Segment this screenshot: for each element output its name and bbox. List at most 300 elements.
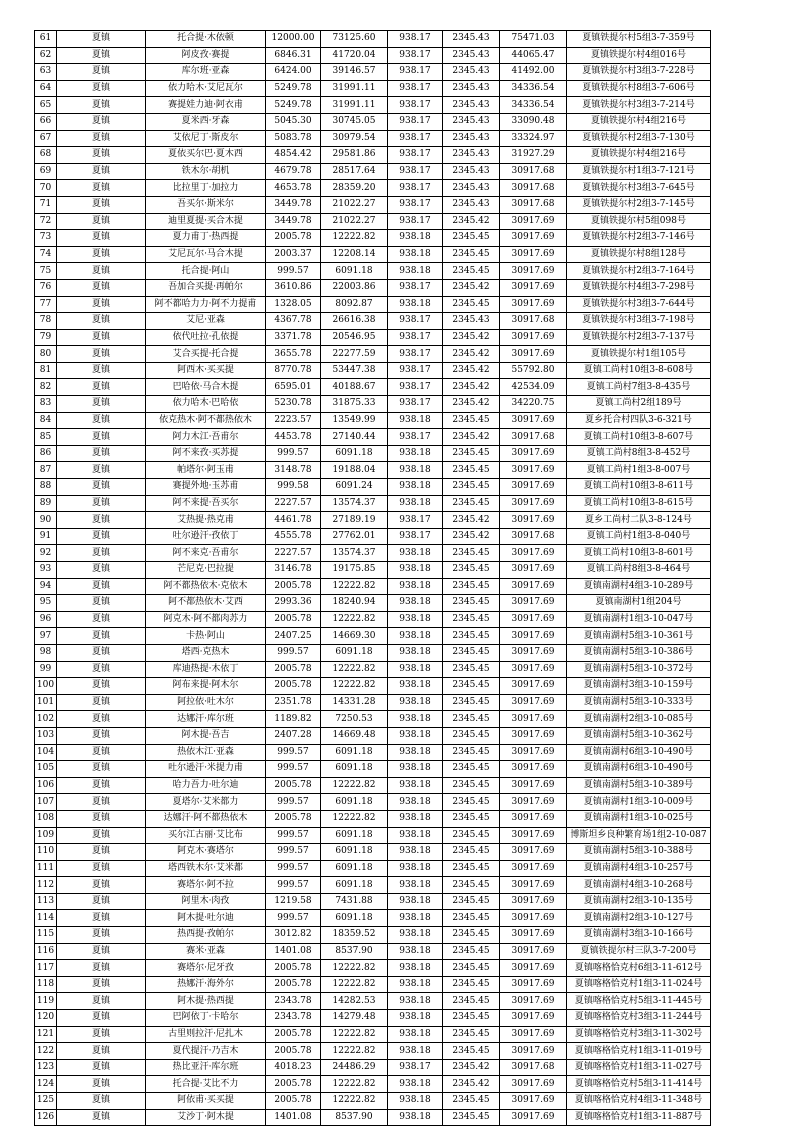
town-cell: 夏镇 [57,860,146,877]
amount-4-cell: 2345.45 [443,993,500,1010]
name-cell: 夏塔尔·艾米都力 [146,794,266,811]
name-cell: 赛提娃力迪·阿衣甫 [146,97,266,114]
amount-1-cell: 2005.78 [266,678,321,695]
table-row [35,860,711,877]
amount-4-cell: 2345.45 [443,794,500,811]
row-index-cell: 125 [35,1093,57,1110]
address-cell: 夏镇铁提尔村5组098号 [567,213,711,230]
amount-2-cell: 22003.86 [321,279,388,296]
amount-2-cell: 31875.33 [321,396,388,413]
amount-3-cell: 938.17 [388,379,443,396]
amount-3-cell: 938.18 [388,445,443,462]
address-cell: 夏镇南湖村3组3-10-166号 [567,927,711,944]
address-cell: 夏镇工尚村10组3-8-608号 [567,362,711,379]
amount-2-cell: 14669.30 [321,628,388,645]
total-cell: 30917.69 [500,761,567,778]
name-cell: 古里则拉汗·尼扎木 [146,1026,266,1043]
name-cell: 吾加合买提·再帕尔 [146,279,266,296]
amount-1-cell: 3449.78 [266,213,321,230]
total-cell: 42534.09 [500,379,567,396]
table-row [35,163,711,180]
total-cell: 30917.69 [500,827,567,844]
town-cell: 夏镇 [57,578,146,595]
address-cell: 夏镇铁提尔村2组3-7-130号 [567,130,711,147]
amount-3-cell: 938.18 [388,993,443,1010]
amount-1-cell: 2005.78 [266,1076,321,1093]
amount-3-cell: 938.17 [388,130,443,147]
amount-1-cell: 4453.78 [266,429,321,446]
amount-2-cell: 22277.59 [321,346,388,363]
table-row [35,213,711,230]
town-cell: 夏镇 [57,727,146,744]
table-row [35,777,711,794]
table-row [35,479,711,496]
amount-4-cell: 2345.45 [443,694,500,711]
town-cell: 夏镇 [57,495,146,512]
amount-4-cell: 2345.45 [443,777,500,794]
town-cell: 夏镇 [57,960,146,977]
amount-4-cell: 2345.42 [443,279,500,296]
amount-1-cell: 2003.37 [266,246,321,263]
table-row [35,1076,711,1093]
amount-2-cell: 12222.82 [321,810,388,827]
amount-3-cell: 938.18 [388,893,443,910]
row-index-cell: 111 [35,860,57,877]
amount-2-cell: 12222.82 [321,976,388,993]
amount-3-cell: 938.17 [388,113,443,130]
amount-3-cell: 938.18 [388,412,443,429]
amount-3-cell: 938.18 [388,711,443,728]
amount-4-cell: 2345.45 [443,810,500,827]
name-cell: 比拉里丁·加拉力 [146,180,266,197]
name-cell: 赛提外地·玉苏甫 [146,479,266,496]
table-row [35,147,711,164]
amount-1-cell: 4018.23 [266,1059,321,1076]
total-cell: 30917.69 [500,711,567,728]
name-cell: 塔西铁木尔·艾米都 [146,860,266,877]
name-cell: 依代吐拉·孔依提 [146,329,266,346]
amount-1-cell: 4679.78 [266,163,321,180]
address-cell: 夏镇南湖村5组3-10-389号 [567,777,711,794]
row-index-cell: 97 [35,628,57,645]
total-cell: 30917.69 [500,644,567,661]
row-index-cell: 83 [35,396,57,413]
amount-4-cell: 2345.45 [443,744,500,761]
amount-4-cell: 2345.45 [443,1043,500,1060]
row-index-cell: 87 [35,462,57,479]
name-cell: 托合提·木依顿 [146,31,266,48]
amount-1-cell: 999.57 [266,860,321,877]
address-cell: 夏镇铁提尔村3组3-7-645号 [567,180,711,197]
address-cell: 夏镇工尚村10组3-8-607号 [567,429,711,446]
amount-3-cell: 938.18 [388,761,443,778]
town-cell: 夏镇 [57,893,146,910]
town-cell: 夏镇 [57,777,146,794]
name-cell: 卡热·阿山 [146,628,266,645]
amount-3-cell: 938.18 [388,230,443,247]
town-cell: 夏镇 [57,230,146,247]
amount-2-cell: 39146.57 [321,64,388,81]
town-cell: 夏镇 [57,246,146,263]
total-cell: 30917.69 [500,545,567,562]
total-cell: 44065.47 [500,47,567,64]
amount-1-cell: 999.57 [266,744,321,761]
amount-2-cell: 8537.90 [321,1109,388,1126]
amount-3-cell: 938.18 [388,296,443,313]
amount-4-cell: 2345.45 [443,893,500,910]
table-row [35,661,711,678]
town-cell: 夏镇 [57,528,146,545]
town-cell: 夏镇 [57,329,146,346]
town-cell: 夏镇 [57,744,146,761]
row-index-cell: 96 [35,611,57,628]
row-index-cell: 119 [35,993,57,1010]
town-cell: 夏镇 [57,80,146,97]
amount-3-cell: 938.17 [388,163,443,180]
total-cell: 30917.68 [500,528,567,545]
row-index-cell: 101 [35,694,57,711]
amount-4-cell: 2345.42 [443,1059,500,1076]
data-table [34,30,711,1126]
amount-1-cell: 3655.78 [266,346,321,363]
address-cell: 夏镇工尚村10组3-8-615号 [567,495,711,512]
name-cell: 依力哈木·艾尼瓦尔 [146,80,266,97]
row-index-cell: 113 [35,893,57,910]
amount-4-cell: 2345.45 [443,927,500,944]
amount-2-cell: 12222.82 [321,611,388,628]
address-cell: 夏镇喀格恰克村4组3-11-348号 [567,1093,711,1110]
amount-3-cell: 938.18 [388,810,443,827]
address-cell: 夏镇南湖村4组3-10-268号 [567,877,711,894]
amount-1-cell: 3012.82 [266,927,321,944]
address-cell: 夏镇南湖村3组3-10-159号 [567,678,711,695]
row-index-cell: 69 [35,163,57,180]
amount-3-cell: 938.18 [388,595,443,612]
table-row [35,595,711,612]
table-row [35,644,711,661]
amount-2-cell: 21022.27 [321,213,388,230]
row-index-cell: 70 [35,180,57,197]
amount-3-cell: 938.18 [388,1093,443,1110]
row-index-cell: 98 [35,644,57,661]
amount-2-cell: 6091.18 [321,263,388,280]
name-cell: 巴哈依·马合木提 [146,379,266,396]
town-cell: 夏镇 [57,927,146,944]
total-cell: 33324.97 [500,130,567,147]
town-cell: 夏镇 [57,1026,146,1043]
amount-2-cell: 6091.18 [321,744,388,761]
row-index-cell: 79 [35,329,57,346]
town-cell: 夏镇 [57,346,146,363]
town-cell: 夏镇 [57,263,146,280]
amount-2-cell: 14669.48 [321,727,388,744]
address-cell: 夏镇铁提尔村3组3-7-644号 [567,296,711,313]
row-index-cell: 95 [35,595,57,612]
table-row [35,877,711,894]
address-cell: 夏镇喀格恰克村3组3-11-244号 [567,1010,711,1027]
amount-1-cell: 999.57 [266,644,321,661]
amount-4-cell: 2345.42 [443,329,500,346]
amount-2-cell: 6091.18 [321,860,388,877]
town-cell: 夏镇 [57,678,146,695]
town-cell: 夏镇 [57,1059,146,1076]
amount-3-cell: 938.17 [388,362,443,379]
row-index-cell: 62 [35,47,57,64]
row-index-cell: 61 [35,31,57,48]
table-row [35,279,711,296]
town-cell: 夏镇 [57,313,146,330]
town-cell: 夏镇 [57,943,146,960]
amount-4-cell: 2345.43 [443,97,500,114]
amount-3-cell: 938.17 [388,313,443,330]
name-cell: 夏依买尔巴·夏木西 [146,147,266,164]
amount-2-cell: 73125.60 [321,31,388,48]
amount-4-cell: 2345.45 [443,711,500,728]
row-index-cell: 123 [35,1059,57,1076]
table-row [35,329,711,346]
amount-4-cell: 2345.45 [443,860,500,877]
address-cell: 夏镇喀格恰克村1组3-11-019号 [567,1043,711,1060]
town-cell: 夏镇 [57,479,146,496]
town-cell: 夏镇 [57,976,146,993]
row-index-cell: 76 [35,279,57,296]
amount-1-cell: 2227.57 [266,545,321,562]
row-index-cell: 91 [35,528,57,545]
table-row [35,1043,711,1060]
town-cell: 夏镇 [57,611,146,628]
amount-1-cell: 5249.78 [266,97,321,114]
name-cell: 依力哈木·巴哈依 [146,396,266,413]
total-cell: 30917.69 [500,611,567,628]
name-cell: 赛米·亚森 [146,943,266,960]
name-cell: 阿力木江·吾甫尔 [146,429,266,446]
town-cell: 夏镇 [57,595,146,612]
table-row [35,927,711,944]
table-row [35,545,711,562]
amount-2-cell: 8092.87 [321,296,388,313]
amount-2-cell: 6091.18 [321,445,388,462]
amount-3-cell: 938.18 [388,479,443,496]
name-cell: 阿不来提·吾买尔 [146,495,266,512]
amount-4-cell: 2345.45 [443,844,500,861]
total-cell: 30917.68 [500,429,567,446]
amount-4-cell: 2345.43 [443,31,500,48]
amount-2-cell: 14279.48 [321,1010,388,1027]
name-cell: 吐尔逊汗·米提力甫 [146,761,266,778]
amount-1-cell: 6595.01 [266,379,321,396]
row-index-cell: 115 [35,927,57,944]
amount-4-cell: 2345.45 [443,1093,500,1110]
total-cell: 30917.69 [500,1010,567,1027]
table-row [35,578,711,595]
table-row [35,196,711,213]
row-index-cell: 72 [35,213,57,230]
amount-2-cell: 53447.38 [321,362,388,379]
amount-2-cell: 6091.18 [321,794,388,811]
total-cell: 34220.75 [500,396,567,413]
total-cell: 30917.69 [500,628,567,645]
town-cell: 夏镇 [57,1043,146,1060]
name-cell: 阿不来克·吾甫尔 [146,545,266,562]
name-cell: 阿不都热依木·克依木 [146,578,266,595]
name-cell: 迪里夏提·买合木提 [146,213,266,230]
amount-3-cell: 938.18 [388,628,443,645]
amount-3-cell: 938.18 [388,877,443,894]
table-row [35,429,711,446]
table-row [35,893,711,910]
amount-2-cell: 28359.20 [321,180,388,197]
amount-3-cell: 938.17 [388,329,443,346]
amount-3-cell: 938.18 [388,495,443,512]
total-cell: 30917.69 [500,794,567,811]
town-cell: 夏镇 [57,396,146,413]
amount-1-cell: 3610.86 [266,279,321,296]
row-index-cell: 99 [35,661,57,678]
address-cell: 夏镇工尚村10组3-8-601号 [567,545,711,562]
name-cell: 买尔江古丽·艾比布 [146,827,266,844]
town-cell: 夏镇 [57,213,146,230]
amount-1-cell: 2005.78 [266,1026,321,1043]
table-row [35,1059,711,1076]
town-cell: 夏镇 [57,1076,146,1093]
name-cell: 阿布来提·阿木尔 [146,678,266,695]
amount-4-cell: 2345.43 [443,180,500,197]
row-index-cell: 93 [35,562,57,579]
amount-4-cell: 2345.45 [443,960,500,977]
row-index-cell: 63 [35,64,57,81]
address-cell: 夏镇南湖村5组3-10-386号 [567,644,711,661]
total-cell: 30917.69 [500,230,567,247]
amount-2-cell: 6091.18 [321,877,388,894]
amount-3-cell: 938.18 [388,678,443,695]
row-index-cell: 110 [35,844,57,861]
address-cell: 夏镇铁提尔村8组128号 [567,246,711,263]
amount-1-cell: 3148.78 [266,462,321,479]
name-cell: 夏米西·牙森 [146,113,266,130]
amount-4-cell: 2345.42 [443,379,500,396]
amount-4-cell: 2345.43 [443,147,500,164]
amount-4-cell: 2345.42 [443,512,500,529]
amount-2-cell: 12222.82 [321,661,388,678]
row-index-cell: 102 [35,711,57,728]
amount-4-cell: 2345.45 [443,1026,500,1043]
row-index-cell: 73 [35,230,57,247]
town-cell: 夏镇 [57,412,146,429]
amount-4-cell: 2345.42 [443,1076,500,1093]
name-cell: 阿不来孜·买苏提 [146,445,266,462]
amount-1-cell: 6846.31 [266,47,321,64]
amount-4-cell: 2345.45 [443,545,500,562]
amount-4-cell: 2345.45 [443,296,500,313]
amount-1-cell: 2005.78 [266,1043,321,1060]
amount-2-cell: 6091.18 [321,844,388,861]
address-cell: 夏镇南湖村5组3-10-372号 [567,661,711,678]
amount-2-cell: 12222.82 [321,678,388,695]
table-row [35,31,711,48]
town-cell: 夏镇 [57,147,146,164]
amount-4-cell: 2345.45 [443,1010,500,1027]
amount-4-cell: 2345.42 [443,362,500,379]
amount-2-cell: 14282.53 [321,993,388,1010]
amount-3-cell: 938.18 [388,777,443,794]
total-cell: 30917.69 [500,462,567,479]
amount-3-cell: 938.18 [388,943,443,960]
town-cell: 夏镇 [57,64,146,81]
amount-2-cell: 12222.82 [321,1026,388,1043]
total-cell: 30917.69 [500,860,567,877]
amount-3-cell: 938.18 [388,910,443,927]
address-cell: 夏镇工尚村8组3-8-452号 [567,445,711,462]
amount-3-cell: 938.18 [388,611,443,628]
address-cell: 夏镇工尚村1组3-8-007号 [567,462,711,479]
amount-1-cell: 2005.78 [266,661,321,678]
name-cell: 艾尼·亚森 [146,313,266,330]
town-cell: 夏镇 [57,31,146,48]
address-cell: 夏镇铁提尔村4组3-7-298号 [567,279,711,296]
amount-2-cell: 7431.88 [321,893,388,910]
address-cell: 夏镇铁提尔村三队3-7-200号 [567,943,711,960]
amount-4-cell: 2345.45 [443,678,500,695]
address-cell: 夏镇铁提尔村2组3-7-137号 [567,329,711,346]
table-row [35,512,711,529]
amount-4-cell: 2345.43 [443,47,500,64]
address-cell: 博斯坦乡良种繁育场1组2-10-087 [567,827,711,844]
row-index-cell: 89 [35,495,57,512]
town-cell: 夏镇 [57,462,146,479]
name-cell: 阿不都热依木·艾西 [146,595,266,612]
amount-2-cell: 12222.82 [321,578,388,595]
row-index-cell: 88 [35,479,57,496]
amount-2-cell: 18240.94 [321,595,388,612]
amount-2-cell: 6091.24 [321,479,388,496]
name-cell: 热比亚汗·库尔班 [146,1059,266,1076]
amount-2-cell: 12222.82 [321,1093,388,1110]
amount-3-cell: 938.17 [388,346,443,363]
total-cell: 75471.03 [500,31,567,48]
amount-1-cell: 999.58 [266,479,321,496]
table-row [35,1010,711,1027]
amount-4-cell: 2345.43 [443,64,500,81]
address-cell: 夏乡工尚村二队3-8-124号 [567,512,711,529]
amount-3-cell: 938.18 [388,661,443,678]
table-row [35,678,711,695]
amount-3-cell: 938.17 [388,31,443,48]
amount-1-cell: 2005.78 [266,960,321,977]
row-index-cell: 100 [35,678,57,695]
amount-4-cell: 2345.45 [443,595,500,612]
table-row [35,993,711,1010]
amount-4-cell: 2345.42 [443,213,500,230]
amount-2-cell: 12208.14 [321,246,388,263]
amount-3-cell: 938.18 [388,246,443,263]
total-cell: 34336.54 [500,80,567,97]
total-cell: 30917.69 [500,595,567,612]
amount-3-cell: 938.17 [388,512,443,529]
total-cell: 30917.69 [500,479,567,496]
table-row [35,64,711,81]
amount-4-cell: 2345.45 [443,479,500,496]
amount-2-cell: 8537.90 [321,943,388,960]
table-row [35,346,711,363]
amount-2-cell: 6091.18 [321,827,388,844]
amount-3-cell: 938.18 [388,545,443,562]
total-cell: 30917.69 [500,727,567,744]
amount-4-cell: 2345.43 [443,113,500,130]
name-cell: 达娜汗·阿不都热依木 [146,810,266,827]
table-row [35,47,711,64]
amount-4-cell: 2345.45 [443,611,500,628]
address-cell: 夏镇工尚村1组3-8-040号 [567,528,711,545]
